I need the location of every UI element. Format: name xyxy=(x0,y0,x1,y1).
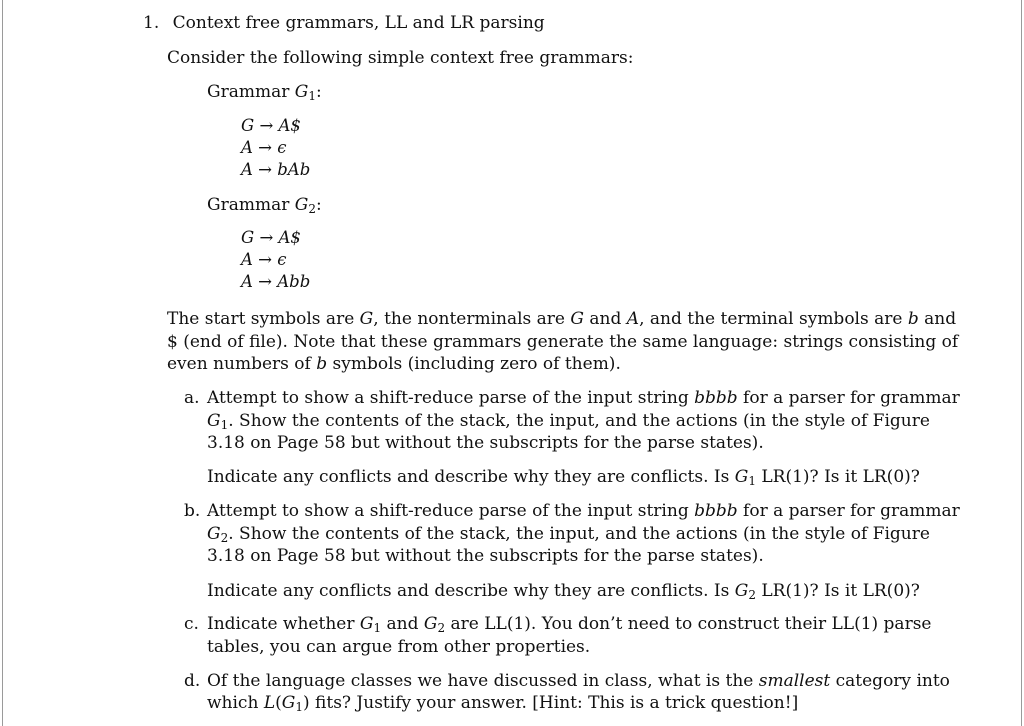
part-a-label: a. xyxy=(184,388,200,408)
part-d-line-2: which $L(G_1)$ fits? Justify your answer. [Hint: This is a trick question!] xyxy=(207,693,799,714)
part-a-line-2: $G_1$. Show the contents of the stack, the input, and the actions (in the style of Figure xyxy=(207,411,930,432)
grammar1-rule-2: A → ϵ xyxy=(241,138,287,157)
grammar2-label: Grammar $G_2$: xyxy=(207,195,322,216)
problem-title: Context free grammars, LL and LR parsing xyxy=(172,13,545,33)
grammar2-symbol: G xyxy=(294,195,309,215)
part-d-line-1: Of the language classes we have discussed in class, what is the smallest category into xyxy=(207,671,950,691)
part-a-question: Indicate any conflicts and describe why they are conflicts. Is $G_1$ LR(1)? Is it LR(0)? xyxy=(207,467,920,488)
grammar1-label: Grammar $G_1$: xyxy=(207,82,322,103)
paragraph-line-3: even numbers of b symbols (including zero of them). xyxy=(167,354,621,374)
part-b-line-1: Attempt to show a shift-reduce parse of the input string bbbb for a parser for grammar xyxy=(207,501,960,521)
grammar2-rule-1: G → A$ xyxy=(241,228,301,247)
problem-heading xyxy=(143,13,545,33)
paragraph-line-2: $ (end of file). Note that these grammars generate the same language: strings consisting of xyxy=(167,332,959,352)
part-b-line-2: $G_2$. Show the contents of the stack, the input, and the actions (in the style of Figure xyxy=(207,524,930,545)
part-b-line-3: 3.18 on Page 58 but without the subscripts for the parse states). xyxy=(207,546,764,566)
paragraph-line-1: The start symbols are G, the nonterminals are G and A, and the terminal symbols are b and xyxy=(167,309,957,329)
part-a-line-1: Attempt to show a shift-reduce parse of the input string bbbb for a parser for grammar xyxy=(207,388,960,408)
part-c-label: c. xyxy=(184,614,199,634)
part-b-label: b. xyxy=(184,501,201,521)
part-c-line-1: Indicate whether $G_1$ and $G_2$ are LL(1). You don’t need to construct their LL(1) parse xyxy=(207,614,932,635)
grammar2-rule-3: A → Abb xyxy=(241,272,311,291)
part-c-line-2: tables, you can argue from other properties. xyxy=(207,637,591,657)
part-a-line-3: 3.18 on Page 58 but without the subscripts for the parse states). xyxy=(207,433,764,453)
grammar1-rule-1: G → A$ xyxy=(241,116,301,135)
grammar1-symbol: G xyxy=(294,82,309,102)
grammar1-rule-3: A → bAb xyxy=(241,160,311,179)
grammar2-rule-2: A → ϵ xyxy=(241,250,287,269)
problem-number: 1. xyxy=(143,13,160,33)
intro-text: Consider the following simple context free grammars: xyxy=(167,48,634,68)
part-d-label: d. xyxy=(184,671,201,691)
part-b-question: Indicate any conflicts and describe why they are conflicts. Is $G_2$ LR(1)? Is it LR(0)? xyxy=(207,581,920,602)
